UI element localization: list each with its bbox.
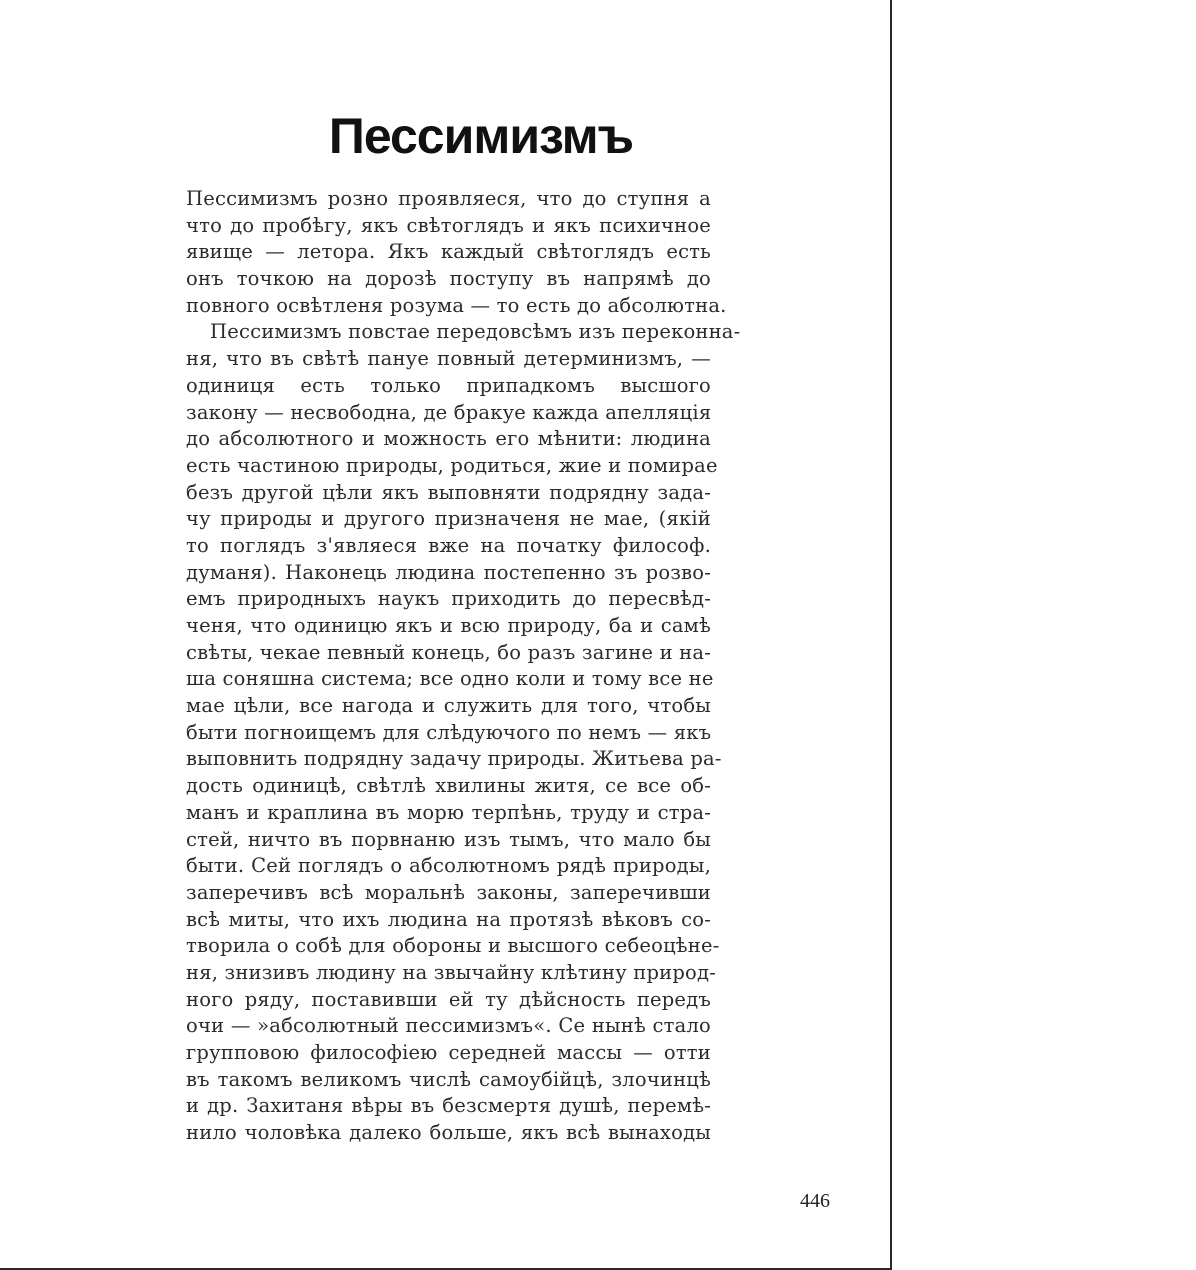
text-line: до абсолютного и можность его мѣнити: людина xyxy=(186,427,711,451)
text-line: чу природы и другого призначеня не мае, (якій xyxy=(186,507,711,531)
text-line: мае цѣли, все нагода и служить для того, чтобы xyxy=(186,694,711,718)
text-line: всѣ миты, что ихъ людина на протязѣ вѣковъ со- xyxy=(186,907,711,931)
text-line: есть частиною природы, родиться, жие и помирае xyxy=(186,453,718,477)
text-line: и др. Захитаня вѣры въ безсмертя душѣ, перемѣ- xyxy=(186,1094,711,1118)
page-number: 446 xyxy=(800,1190,830,1212)
text-line: въ такомъ великомъ числѣ самоубійцѣ, злочинцѣ xyxy=(186,1067,711,1091)
text-line: закону — несвободна, де бракуе кажда апелляція xyxy=(186,400,712,424)
text-line: ша соняшна система; все одно коли и тому все не xyxy=(186,667,714,691)
text-line: повного освѣтленя розума — то есть до абсолютна. xyxy=(186,293,727,317)
text-line: то поглядъ з'являеся вже на початку философ. xyxy=(186,533,711,557)
text-line: стей, ничто въ порвнаню изъ тымъ, что мало бы xyxy=(186,827,711,851)
text-line: творила о собѣ для обороны и высшого себеоцѣне- xyxy=(186,934,720,958)
text-line: очи — »абсолютный пессимизмъ«. Се нынѣ стало xyxy=(186,1014,711,1038)
text-line: одиниця есть только припадкомъ высшого xyxy=(186,373,711,397)
text-line: быти погноищемъ для слѣдуючого по немъ — якъ xyxy=(186,720,712,744)
text-line: емъ природныхъ наукъ приходить до пересвѣд- xyxy=(186,587,711,611)
text-line: выповнить подрядну задачу природы. Житьева ра- xyxy=(186,747,722,771)
text-line: свѣты, чекае певный конець, бо разъ загине и на- xyxy=(186,640,711,664)
text-line: онъ точкою на дорозѣ поступу въ напрямѣ до xyxy=(186,267,711,291)
text-line: ня, что въ свѣтѣ пануе повный детерминизмъ, — xyxy=(186,347,711,371)
body-text xyxy=(186,186,741,1147)
text-line: нило чоловѣка далеко больше, якъ всѣ вынаходы xyxy=(186,1121,711,1145)
text-line: манъ и краплина въ морю терпѣнь, труду и стра- xyxy=(186,800,711,824)
page-title: Пессимизмъ xyxy=(328,108,634,164)
text-line: явище — летора. Якъ каждый свѣтоглядъ есть xyxy=(186,240,711,264)
text-line: групповою философіею середней массы — отти xyxy=(186,1041,711,1064)
text-line: дость одиницѣ, свѣтлѣ хвилины житя, се все об- xyxy=(186,774,711,798)
text-line: быти. Сей поглядъ о абсолютномъ рядѣ природы, xyxy=(186,854,711,878)
text-line: думаня). Наконець людина постепенно зъ розво- xyxy=(186,560,711,584)
text-line: ного ряду, поставивши ей ту дѣйсность передъ xyxy=(186,987,711,1011)
text-line: что до пробѣгу, якъ свѣтоглядъ и якъ психичное xyxy=(186,213,711,237)
text-line: Пессимизмъ повстае передовсѣмъ изъ переконна- xyxy=(210,320,741,344)
text-line: ня, знизивъ людину на звычайну клѣтину природ- xyxy=(186,960,716,984)
text-line: ченя, что одиницю якъ и всю природу, ба и самѣ xyxy=(186,614,711,637)
text-line: заперечивъ всѣ моральнѣ законы, заперечивши xyxy=(186,880,711,904)
text-line: безъ другой цѣли якъ выповняти подрядну зада- xyxy=(186,480,711,504)
text-line: Пессимизмъ розно проявляеся, что до ступня а xyxy=(186,187,711,210)
